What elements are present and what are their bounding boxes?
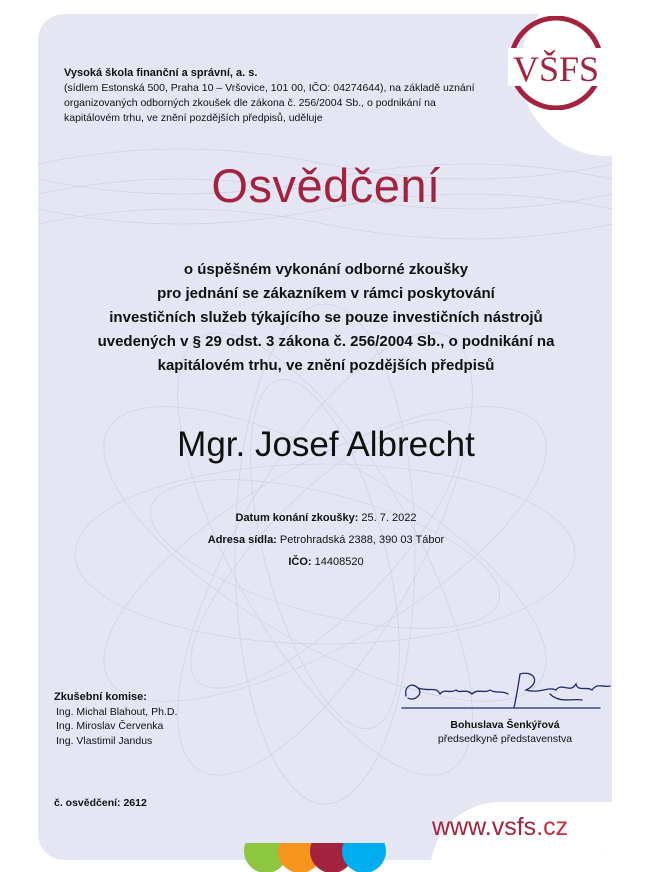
blue-circle bbox=[342, 843, 386, 872]
certificate-number-label: č. osvědčení: bbox=[54, 797, 121, 809]
exam-date-label: Datum konání zkoušky: bbox=[235, 512, 359, 524]
recipient-name: Mgr. Josef Albrecht bbox=[177, 425, 475, 464]
committee-heading: Zkušební komise: bbox=[54, 691, 147, 703]
certificate-number-value: 2612 bbox=[123, 797, 147, 809]
website-url bbox=[432, 813, 568, 842]
address-label: Adresa sídla: bbox=[207, 534, 277, 546]
signer-block bbox=[400, 718, 610, 746]
committee-member: Ing. Michal Blahout, Ph.D. bbox=[56, 705, 178, 718]
website-tld: .cz bbox=[536, 813, 569, 841]
subtitle-line: investičních služeb týkajícího se pouze investičních nástrojů bbox=[109, 309, 543, 326]
issuer-name: Vysoká škola finanční a správní, a. s. bbox=[64, 67, 258, 79]
exam-committee bbox=[54, 690, 177, 748]
certificate-number bbox=[54, 797, 147, 809]
decorative-circles bbox=[244, 843, 394, 872]
address-row bbox=[0, 529, 652, 551]
subtitle-line: pro jednání se zákazníkem v rámci poskytování bbox=[157, 285, 495, 302]
ico-row bbox=[0, 551, 652, 573]
vsfs-logo-icon bbox=[504, 16, 608, 110]
certificate-title: Osvědčení bbox=[211, 159, 441, 212]
website-main: www.vsfs bbox=[432, 813, 537, 841]
signer-role: předsedkyně představenstva bbox=[437, 733, 573, 745]
exam-date-value: 25. 7. 2022 bbox=[361, 512, 417, 524]
subtitle-line: uvedených v § 29 odst. 3 zákona č. 256/2004 Sb., o podnikání na bbox=[97, 333, 555, 350]
certificate-subtitle bbox=[60, 258, 592, 378]
issuer-block bbox=[64, 66, 494, 126]
subtitle-line: kapitálovém trhu, ve znění pozdějších předpisů bbox=[157, 357, 495, 374]
handwritten-signature bbox=[400, 664, 615, 716]
ico-value: 14408520 bbox=[314, 556, 364, 568]
exam-date-row bbox=[0, 507, 652, 529]
exam-details bbox=[0, 507, 652, 573]
subtitle-line: o úspěšném vykonání odborné zkoušky bbox=[183, 261, 469, 278]
committee-member: Ing. Miroslav Červenka bbox=[56, 720, 164, 732]
issuer-text: (sídlem Estonská 500, Praha 10 – Vršovice, 101 00, IČO: 04274644), na základě uznání organizovaných odborných zkoušek dle zákona č. 256/2004 Sb., o podnikání na kapitálovém trhu, ve znění pozdějších předpisů, uděluje bbox=[64, 82, 475, 124]
logo-text: VŠFS bbox=[512, 49, 600, 89]
address-value: Petrohradská 2388, 390 03 Tábor bbox=[279, 534, 445, 546]
committee-member: Ing. Vlastimil Jandus bbox=[56, 734, 153, 747]
signer-name: Bohuslava Šenkýřová bbox=[450, 719, 560, 731]
ico-label: IČO: bbox=[288, 556, 312, 568]
